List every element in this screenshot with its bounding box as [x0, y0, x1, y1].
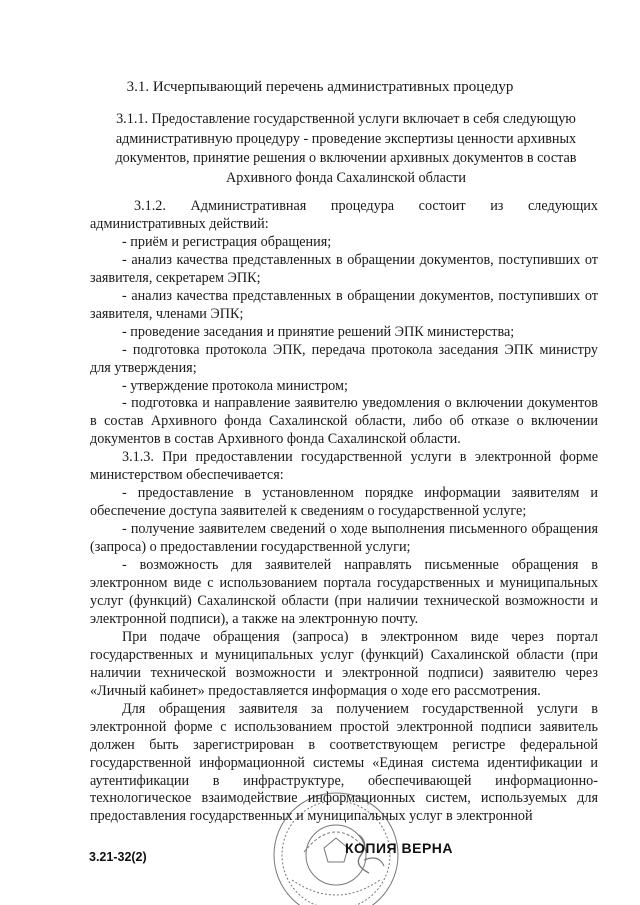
copy-certified-stamp: КОПИЯ ВЕРНА: [345, 840, 454, 856]
list-item: - возможность для заявителей направлять письменные обращения в электронном виде с использованием портала государственных и муниципальных услуг (функций) Сахалинской области (при наличии технической возможности и электронной подписи), а также на электронную почту.: [90, 557, 598, 627]
paragraph-electronic-signature: Для обращения заявителя за получением государственной услуги в электронной форме с использованием простой электронной подписи заявитель должен быть зарегистрирован в соответствующем регистре федеральной государственной информационной системы «Единая система идентификации и аутентификации в инфраструктуре, обеспечивающей информационно-технологическое взаимодействие информационных систем, используемых для предоставления государственных и муниципальных услуг в электронной: [90, 700, 598, 825]
list-item: - подготовка протокола ЭПК, передача протокола заседания ЭПК министру для утверждения;: [90, 341, 598, 376]
list-item: - анализ качества представленных в обращении документов, поступивших от заявителя, секретарем ЭПК;: [90, 251, 598, 286]
document-code: 3.21-32(2): [89, 850, 147, 864]
paragraph-portal: При подаче обращения (запроса) в электронном виде через портал государственных и муниципальных услуг (функций) Сахалинской области (при наличии технической возможности и электронной подписи) заявителю через «Личный кабинет» предоставляется информация о ходе его рассмотрения.: [90, 628, 598, 699]
list-item: - утверждение протокола министром;: [122, 377, 348, 394]
list-item: - подготовка и направление заявителю уведомления о включении документов в состав Архивного фонда Сахалинской области, либо об отказе о включении документов в состав Архивного фонда Сахалинской области.: [90, 395, 598, 448]
paragraph-3-1-2: 3.1.2. Административная процедура состоит из следующих административных действий:: [90, 198, 598, 232]
list-item: - проведение заседания и принятие решений ЭПК министерства;: [122, 323, 515, 340]
paragraph-3-1-3: 3.1.3. При предоставлении государственной услуги в электронной форме министерством обеспечивается:: [90, 449, 598, 484]
body-text: [90, 198, 598, 826]
list-item: - предоставление в установленном порядке информации заявителям и обеспечение доступа заявителей к сведениям о государственной услуге;: [90, 485, 598, 520]
list-item: - получение заявителем сведений о ходе выполнения письменного обращения (запроса) о предоставлении государственной услуги;: [90, 521, 598, 556]
intro-paragraph: 3.1.1. Предоставление государственной услуги включает в себя следующую административную процедуру - проведение экспертизы ценности архивных документов, принятие решения о включении архивных документов в состав Архивного фонда Сахалинской области: [115, 111, 577, 186]
section-heading: 3.1. Исчерпывающий перечень административных процедур: [126, 79, 514, 95]
list-item: - приём и регистрация обращения;: [122, 233, 332, 250]
list-item: - анализ качества представленных в обращении документов, поступивших от заявителя, членами ЭПК;: [90, 287, 598, 322]
